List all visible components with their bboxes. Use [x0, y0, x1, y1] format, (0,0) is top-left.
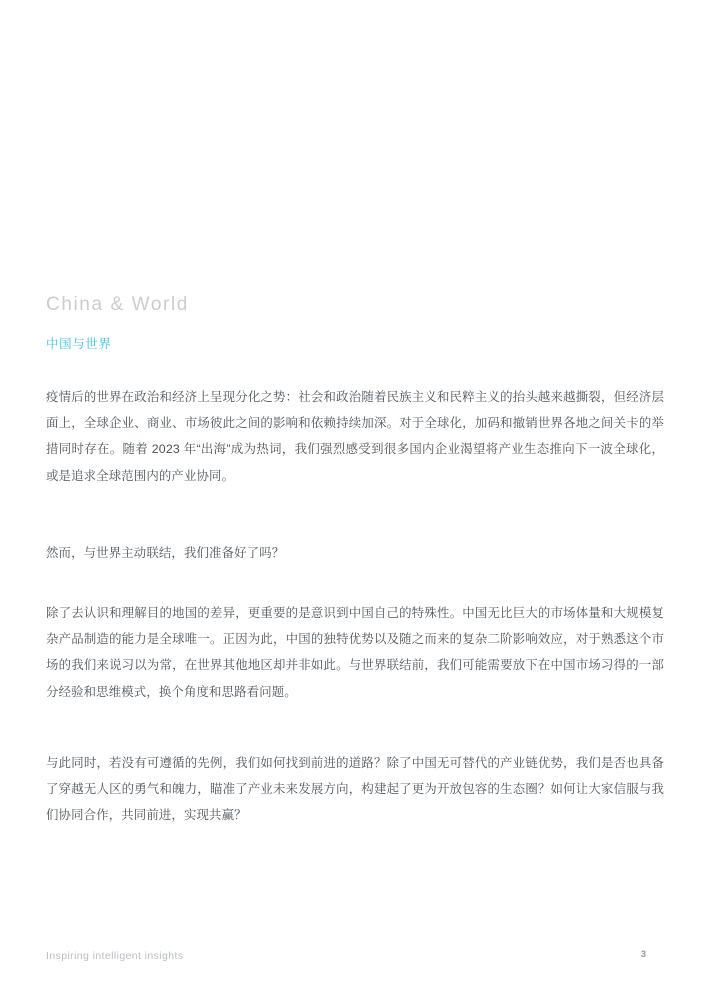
page-title-english: China & World: [46, 293, 189, 315]
body-paragraph-2: 然而，与世界主动联结，我们准备好了吗？: [46, 546, 285, 561]
body-paragraph-1: 疫情后的世界在政治和经济上呈现分化之势：社会和政治随着民族主义和民粹主义的抬头越来越撕裂，但经济层面上，全球企业、商业、市场彼此之间的影响和依赖持续加深。对于全球化，加码和撤销世界各地之间关卡的举措同时存在。随着 2023 年“出海”成为热词，我们强烈感受到很多国内企业渴望将产业生态推向下一波全球化，或是追求全球范围内的产业协同。: [46, 390, 664, 483]
body-paragraph-4: 与此同时，若没有可遵循的先例，我们如何找到前进的道路？除了中国无可替代的产业链优势，我们是否也具备了穿越无人区的勇气和魄力，瞄准了产业未来发展方向，构建起了更为开放包容的生态圈？如何让大家信服与我们协同合作，共同前进，实现共赢？: [46, 756, 664, 823]
footer-tagline: Inspiring intelligent insights: [46, 950, 184, 962]
page-title-chinese: 中国与世界: [46, 337, 112, 352]
footer-page-number: 3: [641, 949, 647, 959]
body-paragraph-3: 除了去认识和理解目的地国的差异，更重要的是意识到中国自己的特殊性。中国无比巨大的市场体量和大规模复杂产品制造的能力是全球唯一。正因为此，中国的独特优势以及随之而来的复杂二阶影响效应，对于熟悉这个市场的我们来说习以为常，在世界其他地区却并非如此。与世界联结前，我们可能需要放下在中国市场习得的一部分经验和思维模式，换个角度和思路看问题。: [46, 606, 664, 699]
